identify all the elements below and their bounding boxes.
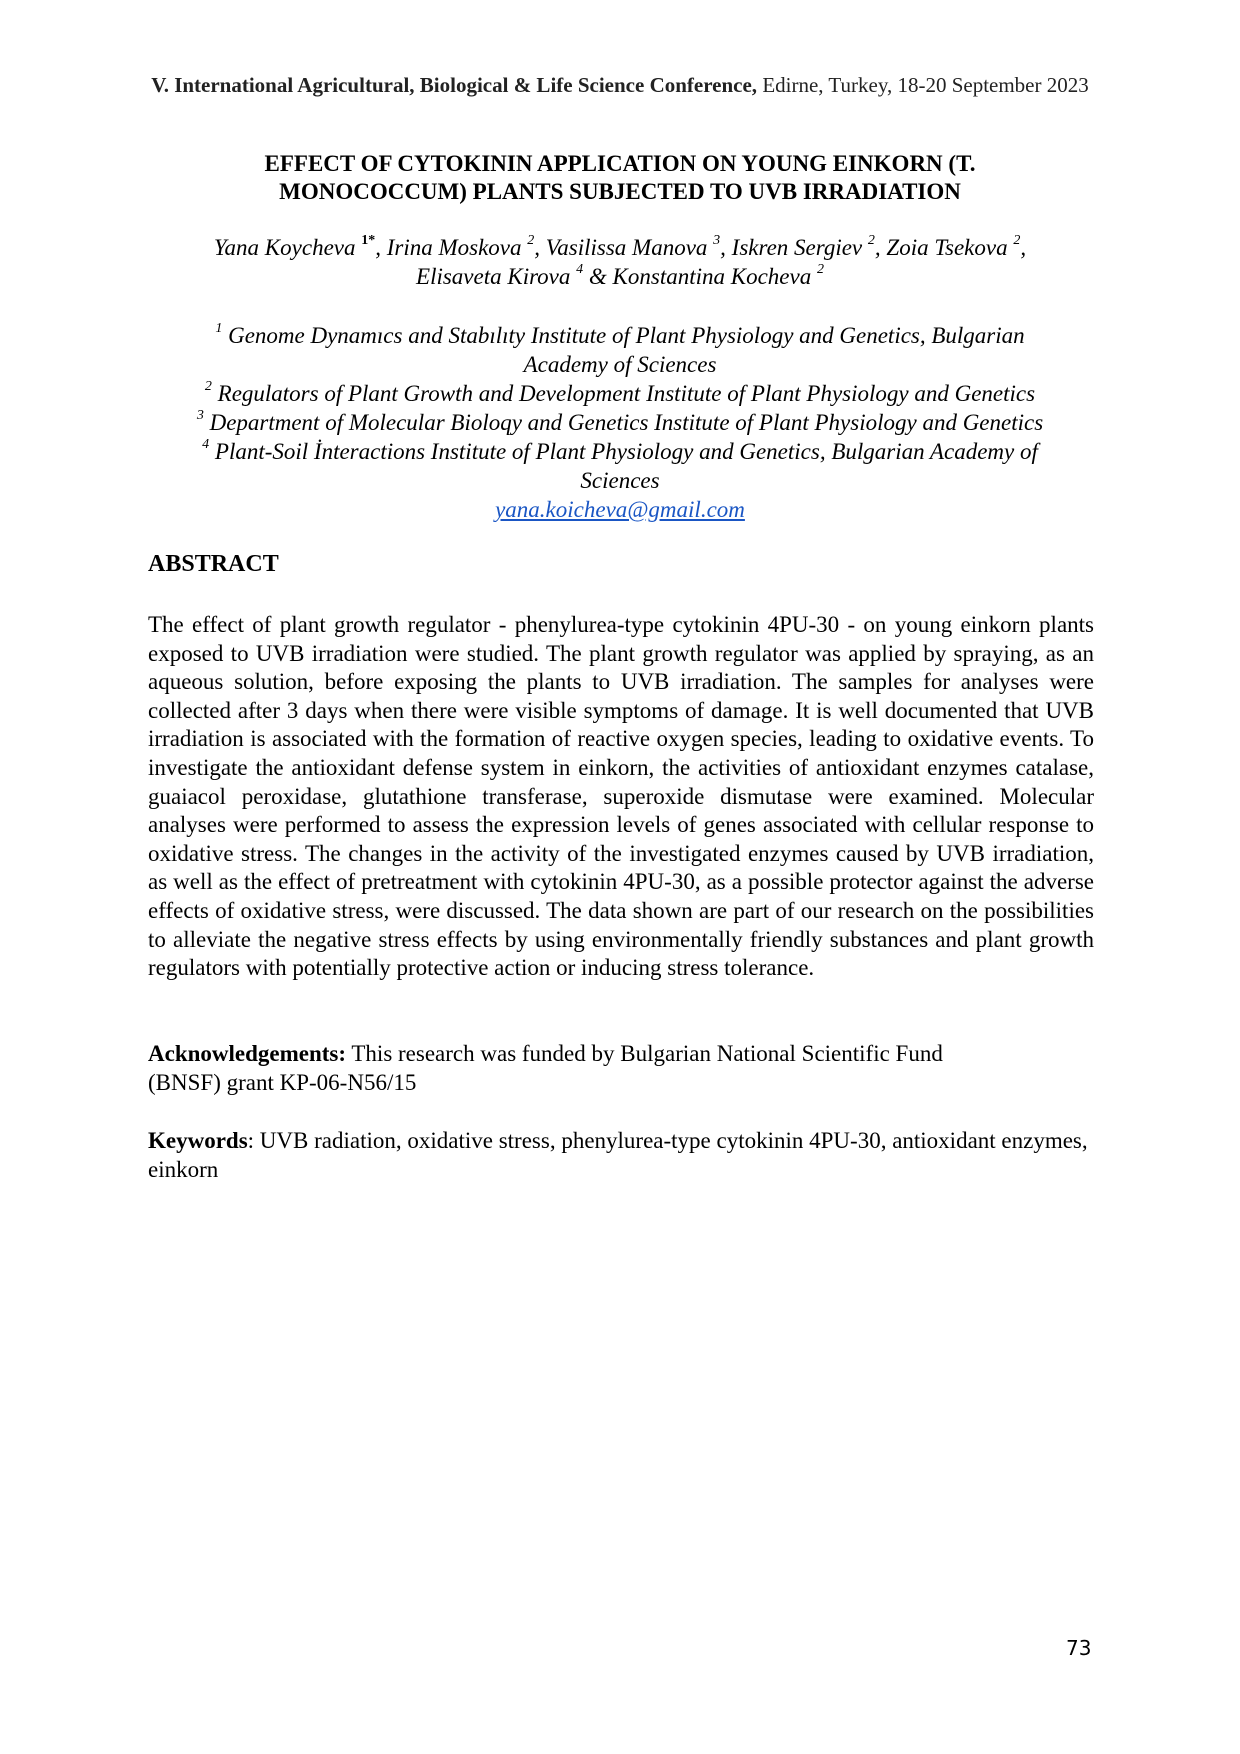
author-affiliation-mark: 3 bbox=[713, 233, 721, 249]
author-list bbox=[140, 233, 1100, 291]
author-name: Irina Moskova bbox=[386, 235, 528, 260]
affiliation-text: Genome Dynamıcs and Stabılıty Institute of Plant Physiology and Genetics, Bulgarian bbox=[222, 323, 1025, 348]
paper-title bbox=[150, 150, 1090, 206]
author-name: Elisaveta Kirova bbox=[416, 264, 577, 289]
affiliation bbox=[140, 408, 1100, 437]
conference-name: V. International Agricultural, Biological & Life Science Conference, bbox=[151, 73, 758, 97]
affiliation-continued: Academy of Sciences bbox=[523, 352, 717, 377]
acknowledgements-line: (BNSF) grant KP-06-N56/15 bbox=[148, 1070, 417, 1095]
affiliation-mark: 4 bbox=[202, 437, 210, 453]
affiliation-mark: 2 bbox=[204, 379, 212, 395]
affiliation-continued: Sciences bbox=[580, 468, 660, 493]
author-affiliation-mark: 2 bbox=[816, 262, 824, 278]
conference-location-date: Edirne, Turkey, 18-20 September 2023 bbox=[757, 73, 1089, 97]
author-separator: , bbox=[720, 235, 732, 260]
email-link[interactable]: yana.koicheva@gmail.com bbox=[495, 497, 745, 522]
affiliation-text: Plant-Soil İnteractions Institute of Plant Physiology and Genetics, Bulgarian Academy of bbox=[209, 439, 1038, 464]
affiliation bbox=[140, 437, 1100, 466]
author-affiliation-mark: 2 bbox=[527, 233, 535, 249]
affiliation-text: Regulators of Plant Growth and Development Institute of Plant Physiology and Genetics bbox=[211, 381, 1036, 406]
title-line: MONOCOCCUM) PLANTS SUBJECTED TO UVB IRRADIATION bbox=[279, 179, 961, 204]
author-affiliation-mark: 4 bbox=[576, 262, 584, 278]
author-name: Yana Koycheva bbox=[213, 235, 362, 260]
author-affiliation-mark: 2 bbox=[867, 233, 875, 249]
acknowledgements-text: This research was funded by Bulgarian National Scientific Fund bbox=[346, 1041, 943, 1066]
keywords-text: : UVB radiation, oxidative stress, phenylurea-type cytokinin 4PU-30, antioxidant enzymes, einkorn bbox=[148, 1128, 1088, 1182]
author-affiliation-mark: 2 bbox=[1013, 233, 1021, 249]
author-separator: & bbox=[583, 264, 613, 289]
author-separator: , bbox=[874, 235, 887, 260]
acknowledgements-line bbox=[148, 1039, 1078, 1068]
author-separator: , bbox=[534, 235, 546, 260]
author-separator: , bbox=[375, 235, 387, 260]
author-name: Zoia Tsekova bbox=[886, 235, 1014, 260]
author-name: Iskren Sergiev bbox=[731, 235, 868, 260]
affiliation-mark: 1 bbox=[215, 321, 223, 337]
author-name: Vasilissa Manova bbox=[545, 235, 714, 260]
author-line bbox=[140, 233, 1100, 262]
acknowledgements-label: Acknowledgements: bbox=[148, 1041, 347, 1066]
abstract-body: The effect of plant growth regulator - phenylurea-type cytokinin 4PU-30 - on young einkorn plants exposed to UVB irradiation were studied. The plant growth regulator was applied by spraying, as an aqueous solution, before exposing the plants to UVB irradiation. The samples for analyses were collected after 3 days when there were visible symptoms of damage. It is well documented that UVB irradiation is associated with the formation of reactive oxygen species, leading to oxidative events. To investigate the antioxidant defense system in einkorn, the activities of antioxidant enzymes catalase, guaiacol peroxidase, glutathione transferase, superoxide dismutase were examined. Molecular analyses were performed to assess the expression levels of genes associated with cellular response to oxidative stress. The changes in the activity of the investigated enzymes caused by UVB irradiation, as well as the effect of pretreatment with cytokinin 4PU-30, as a possible protector against the adverse effects of oxidative stress, were discussed. The data shown are part of our research on the possibilities to alleviate the negative stress effects by using environmentally friendly substances and plant growth regulators with potentially protective action or inducing stress tolerance. bbox=[148, 612, 1094, 981]
abstract-heading: ABSTRACT bbox=[148, 551, 279, 577]
author-line bbox=[140, 262, 1100, 291]
keywords bbox=[148, 1126, 1094, 1184]
affiliation-list bbox=[140, 321, 1100, 524]
page-number: 73 bbox=[1066, 1636, 1092, 1660]
keywords-label: Keywords bbox=[148, 1128, 248, 1153]
affiliation bbox=[140, 321, 1100, 350]
author-separator: , bbox=[1020, 235, 1027, 260]
title-line: EFFECT OF CYTOKININ APPLICATION ON YOUNG EINKORN (T. bbox=[264, 151, 976, 176]
author-name: Konstantina Kocheva bbox=[612, 264, 817, 289]
author-affiliation-mark: 1* bbox=[361, 233, 376, 249]
affiliation-mark: 3 bbox=[196, 408, 204, 424]
conference-header bbox=[0, 73, 1240, 98]
acknowledgements bbox=[148, 1039, 1078, 1097]
affiliation-text: Department of Molecular Bioloqy and Genetics Institute of Plant Physiology and Genetics bbox=[203, 410, 1044, 435]
affiliation bbox=[140, 379, 1100, 408]
